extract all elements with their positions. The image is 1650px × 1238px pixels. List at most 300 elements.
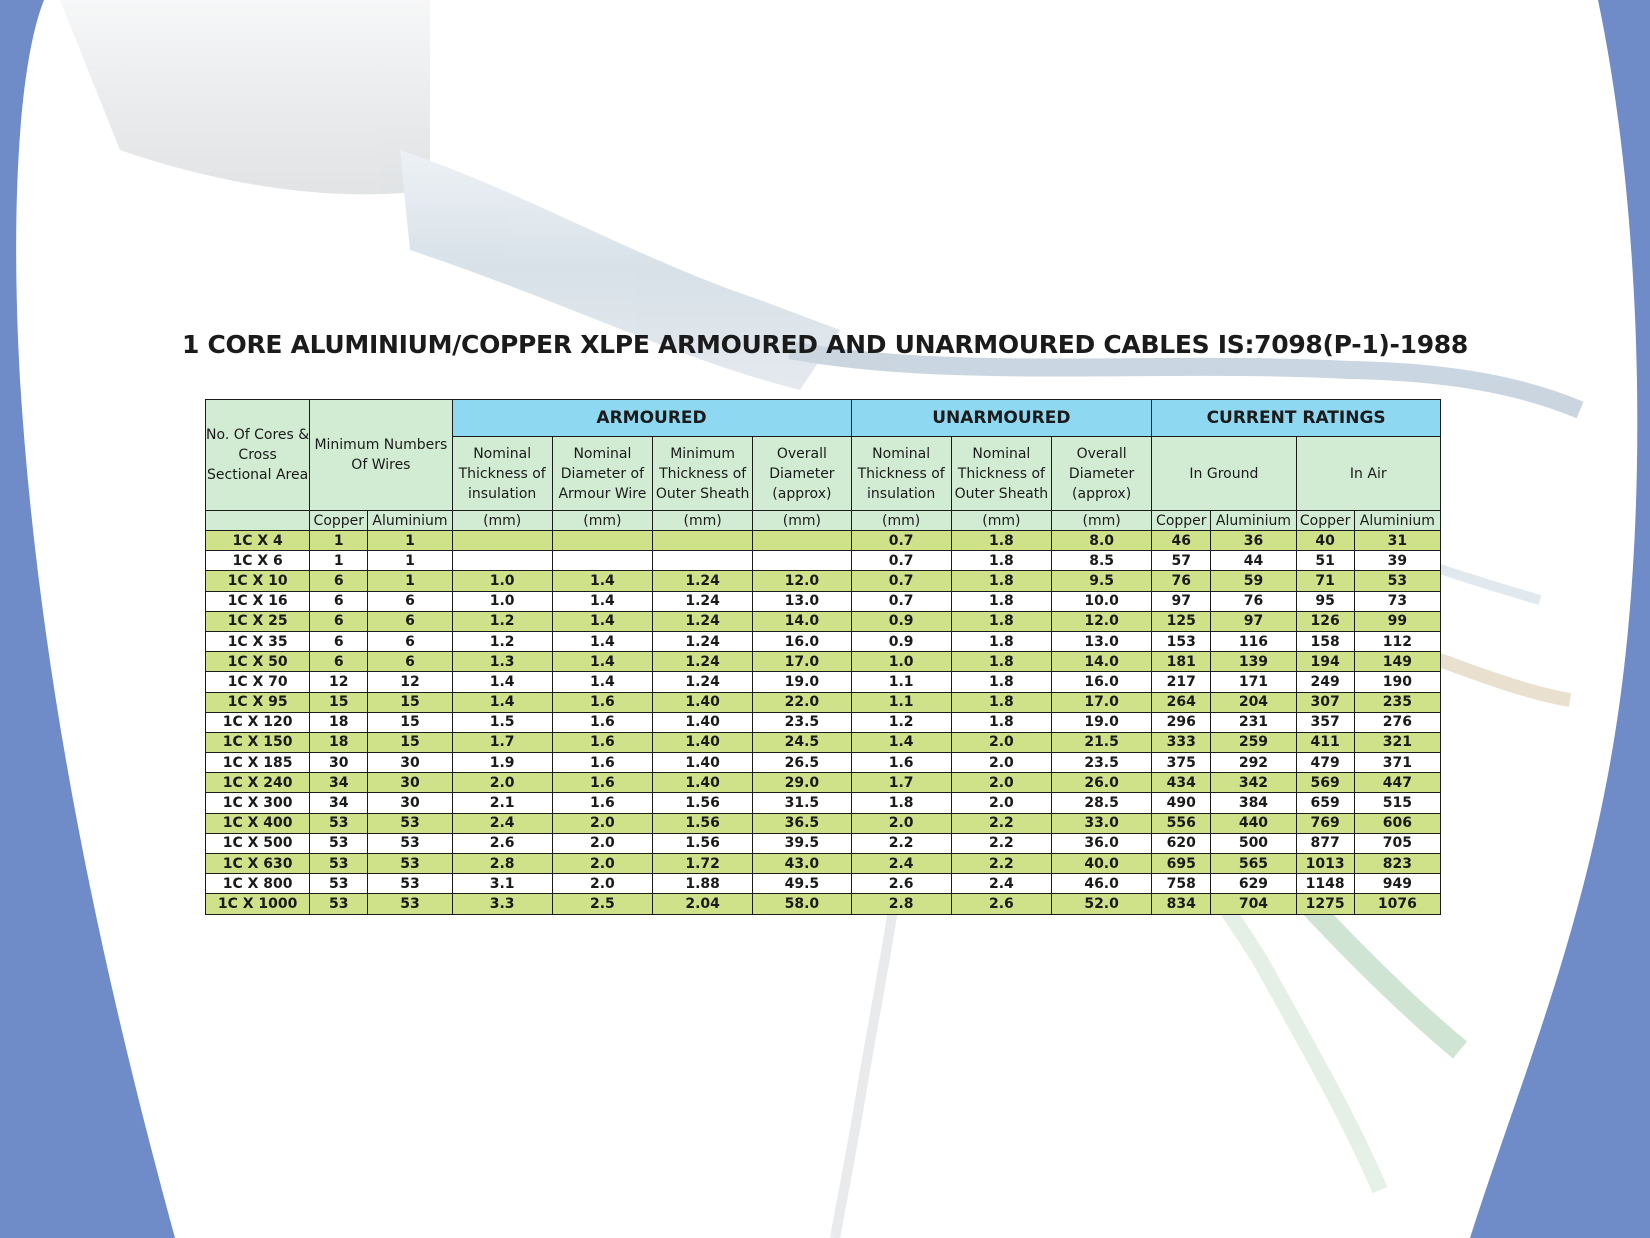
table-row: [206, 652, 1441, 672]
table-cell: 125: [1152, 611, 1211, 631]
table-cell: 1C X 150: [206, 732, 310, 752]
table-cell: 58.0: [753, 894, 851, 914]
table-cell: 834: [1152, 894, 1211, 914]
table-cell: 1.8: [951, 631, 1051, 651]
table-cell: 34: [310, 793, 368, 813]
table-cell: 1.6: [552, 793, 652, 813]
col-header-un-overall: Overall Diameter (approx): [1051, 437, 1151, 511]
table-cell: 97: [1211, 611, 1296, 631]
table-row: [206, 692, 1441, 712]
table-cell: 15: [368, 712, 452, 732]
table-cell: 569: [1296, 773, 1354, 793]
table-cell: 6: [310, 652, 368, 672]
table-cell: 33.0: [1051, 813, 1151, 833]
table-cell: 2.4: [452, 813, 552, 833]
table-cell: 0.7: [851, 551, 951, 571]
table-cell: 2.0: [452, 773, 552, 793]
table-cell: 321: [1354, 732, 1440, 752]
table-cell: 26.0: [1051, 773, 1151, 793]
group-header-unarmoured: UNARMOURED: [851, 400, 1152, 437]
table-cell: 14.0: [753, 611, 851, 631]
table-cell: 1.2: [452, 631, 552, 651]
table-cell: 1.40: [653, 692, 753, 712]
table-cell: 9.5: [1051, 571, 1151, 591]
table-cell: 30: [368, 793, 452, 813]
table-cell: 171: [1211, 672, 1296, 692]
table-cell: 1.6: [552, 712, 652, 732]
table-cell: 1.4: [552, 672, 652, 692]
table-cell: 1.24: [653, 611, 753, 631]
table-cell: 434: [1152, 773, 1211, 793]
unit-copper: Copper: [1296, 511, 1354, 531]
table-cell: 0.9: [851, 631, 951, 651]
table-cell: 249: [1296, 672, 1354, 692]
table-cell: 0.9: [851, 611, 951, 631]
table-cell: 1.6: [552, 753, 652, 773]
table-cell: [753, 551, 851, 571]
table-cell: 1.5: [452, 712, 552, 732]
unit-aluminium: Aluminium: [368, 511, 452, 531]
table-cell: 2.8: [851, 894, 951, 914]
table-cell: 1C X 630: [206, 854, 310, 874]
table-cell: 2.0: [951, 753, 1051, 773]
table-cell: 40.0: [1051, 854, 1151, 874]
table-cell: 1.24: [653, 631, 753, 651]
table-cell: 307: [1296, 692, 1354, 712]
table-cell: 15: [310, 692, 368, 712]
table-row: [206, 793, 1441, 813]
table-cell: 1.3: [452, 652, 552, 672]
table-cell: 19.0: [1051, 712, 1151, 732]
table-cell: 1.4: [452, 672, 552, 692]
table-cell: 194: [1296, 652, 1354, 672]
table-cell: 1275: [1296, 894, 1354, 914]
table-cell: 36.0: [1051, 833, 1151, 853]
table-cell: 1.6: [851, 753, 951, 773]
table-cell: 12: [310, 672, 368, 692]
table-cell: 13.0: [753, 591, 851, 611]
unit-mm: (mm): [552, 511, 652, 531]
table-cell: 22.0: [753, 692, 851, 712]
table-cell: 53: [1354, 571, 1440, 591]
table-cell: 190: [1354, 672, 1440, 692]
table-cell: 823: [1354, 854, 1440, 874]
table-cell: 12.0: [1051, 611, 1151, 631]
table-cell: 2.6: [951, 894, 1051, 914]
unit-mm: (mm): [951, 511, 1051, 531]
table-cell: 333: [1152, 732, 1211, 752]
table-row: [206, 773, 1441, 793]
table-cell: 259: [1211, 732, 1296, 752]
table-cell: 73: [1354, 591, 1440, 611]
table-cell: 1.56: [653, 813, 753, 833]
unit-mm: (mm): [1051, 511, 1151, 531]
table-cell: 57: [1152, 551, 1211, 571]
table-row: [206, 531, 1441, 551]
table-cell: 1C X 1000: [206, 894, 310, 914]
table-cell: 1: [368, 551, 452, 571]
table-row: [206, 874, 1441, 894]
table-cell: [552, 551, 652, 571]
table-row: [206, 813, 1441, 833]
table-cell: 1C X 16: [206, 591, 310, 611]
table-row: [206, 753, 1441, 773]
table-cell: 2.2: [951, 833, 1051, 853]
table-cell: 1C X 25: [206, 611, 310, 631]
table-cell: [653, 551, 753, 571]
table-cell: 3.1: [452, 874, 552, 894]
table-cell: 29.0: [753, 773, 851, 793]
table-cell: 1: [310, 551, 368, 571]
table-cell: 1013: [1296, 854, 1354, 874]
table-row: [206, 712, 1441, 732]
table-cell: 1C X 400: [206, 813, 310, 833]
table-cell: 16.0: [1051, 672, 1151, 692]
table-cell: 384: [1211, 793, 1296, 813]
table-cell: 6: [310, 571, 368, 591]
table-cell: 1.4: [552, 652, 652, 672]
col-header-un-insulation: Nominal Thickness of insulation: [851, 437, 951, 511]
table-cell: 18: [310, 732, 368, 752]
table-cell: 1C X 70: [206, 672, 310, 692]
table-cell: 2.4: [851, 854, 951, 874]
table-cell: 2.2: [951, 854, 1051, 874]
table-cell: 1.0: [452, 571, 552, 591]
col-header-in-ground: In Ground: [1152, 437, 1296, 511]
unit-mm: (mm): [753, 511, 851, 531]
table-cell: 1C X 120: [206, 712, 310, 732]
table-cell: 95: [1296, 591, 1354, 611]
table-cell: 375: [1152, 753, 1211, 773]
table-cell: 217: [1152, 672, 1211, 692]
table-cell: 158: [1296, 631, 1354, 651]
table-row: [206, 631, 1441, 651]
table-cell: 1.40: [653, 773, 753, 793]
table-cell: 76: [1152, 571, 1211, 591]
table-cell: 76: [1211, 591, 1296, 611]
table-cell: 1.40: [653, 732, 753, 752]
right-blue-band: [1470, 0, 1650, 1238]
table-cell: 342: [1211, 773, 1296, 793]
table-cell: 1.6: [552, 773, 652, 793]
col-header-arm-insulation: Nominal Thickness of insulation: [452, 437, 552, 511]
table-cell: 371: [1354, 753, 1440, 773]
table-cell: 1C X 240: [206, 773, 310, 793]
table-cell: 46: [1152, 531, 1211, 551]
table-cell: 1C X 35: [206, 631, 310, 651]
table-cell: 1.24: [653, 591, 753, 611]
table-cell: 116: [1211, 631, 1296, 651]
table-cell: 181: [1152, 652, 1211, 672]
table-cell: 44: [1211, 551, 1296, 571]
table-cell: 1.9: [452, 753, 552, 773]
table-cell: 53: [368, 833, 452, 853]
table-cell: 2.4: [951, 874, 1051, 894]
table-cell: 1.1: [851, 672, 951, 692]
table-cell: 53: [368, 813, 452, 833]
table-cell: 2.0: [552, 813, 652, 833]
unit-mm: (mm): [452, 511, 552, 531]
col-header-un-outer-sheath: Nominal Thickness of Outer Sheath: [951, 437, 1051, 511]
table-cell: 40: [1296, 531, 1354, 551]
table-cell: 1C X 6: [206, 551, 310, 571]
table-cell: 6: [310, 631, 368, 651]
table-cell: 23.5: [753, 712, 851, 732]
table-cell: 1.8: [951, 551, 1051, 571]
table-cell: 1C X 300: [206, 793, 310, 813]
table-cell: 112: [1354, 631, 1440, 651]
table-cell: 1.40: [653, 753, 753, 773]
table-cell: 1.4: [851, 732, 951, 752]
table-cell: 1.8: [951, 712, 1051, 732]
table-cell: 1.8: [951, 672, 1051, 692]
unit-aluminium: Aluminium: [1354, 511, 1440, 531]
table-cell: 1.4: [552, 571, 652, 591]
table-cell: 2.6: [452, 833, 552, 853]
table-cell: 0.7: [851, 531, 951, 551]
table-cell: 0.7: [851, 571, 951, 591]
table-cell: 1: [310, 531, 368, 551]
table-cell: 2.5: [552, 894, 652, 914]
table-cell: 17.0: [753, 652, 851, 672]
table-cell: 1: [368, 531, 452, 551]
col-header-min-wires: Minimum Numbers Of Wires: [310, 400, 452, 511]
page-title: 1 CORE ALUMINIUM/COPPER XLPE ARMOURED AND UNARMOURED CABLES IS:7098(P-1)-1988: [181, 330, 1468, 359]
table-cell: 2.0: [951, 773, 1051, 793]
table-cell: 6: [368, 631, 452, 651]
table-cell: 71: [1296, 571, 1354, 591]
table-cell: 1C X 50: [206, 652, 310, 672]
table-cell: 1.24: [653, 672, 753, 692]
table-cell: 1.8: [951, 652, 1051, 672]
table-cell: 126: [1296, 611, 1354, 631]
table-cell: 1.2: [452, 611, 552, 631]
table-cell: 10.0: [1051, 591, 1151, 611]
table-row: [206, 551, 1441, 571]
table-cell: 39.5: [753, 833, 851, 853]
table-cell: 1.7: [851, 773, 951, 793]
table-cell: 53: [368, 874, 452, 894]
table-row: [206, 591, 1441, 611]
table-cell: 8.0: [1051, 531, 1151, 551]
table-cell: 53: [310, 854, 368, 874]
table-cell: 1.8: [951, 571, 1051, 591]
table-cell: 2.0: [552, 854, 652, 874]
table-cell: 99: [1354, 611, 1440, 631]
table-cell: 1.56: [653, 833, 753, 853]
table-cell: 1.7: [452, 732, 552, 752]
col-header-arm-overall: Overall Diameter (approx): [753, 437, 851, 511]
table-cell: 28.5: [1051, 793, 1151, 813]
table-cell: 53: [310, 813, 368, 833]
col-header-cores: No. Of Cores & Cross Sectional Area: [206, 400, 310, 511]
table-cell: 231: [1211, 712, 1296, 732]
table-cell: 1.2: [851, 712, 951, 732]
col-header-arm-outer-sheath: Minimum Thickness of Outer Sheath: [653, 437, 753, 511]
table-cell: 1.8: [851, 793, 951, 813]
table-cell: 758: [1152, 874, 1211, 894]
table-cell: 1: [368, 571, 452, 591]
table-cell: 1C X 185: [206, 753, 310, 773]
table-cell: 21.5: [1051, 732, 1151, 752]
table-cell: 53: [310, 894, 368, 914]
table-cell: 53: [310, 833, 368, 853]
table-cell: 2.0: [951, 732, 1051, 752]
table-cell: [452, 551, 552, 571]
table-cell: 1.8: [951, 591, 1051, 611]
table-cell: 16.0: [753, 631, 851, 651]
table-cell: 6: [368, 652, 452, 672]
table-cell: 204: [1211, 692, 1296, 712]
table-cell: 30: [310, 753, 368, 773]
table-cell: 59: [1211, 571, 1296, 591]
table-cell: 440: [1211, 813, 1296, 833]
unit-mm: (mm): [653, 511, 753, 531]
table-cell: [552, 531, 652, 551]
table-cell: 1C X 95: [206, 692, 310, 712]
table-cell: 556: [1152, 813, 1211, 833]
table-cell: 264: [1152, 692, 1211, 712]
table-cell: 51: [1296, 551, 1354, 571]
table-cell: 705: [1354, 833, 1440, 853]
table-cell: 276: [1354, 712, 1440, 732]
table-cell: 2.8: [452, 854, 552, 874]
table-cell: 292: [1211, 753, 1296, 773]
table-cell: 1.56: [653, 793, 753, 813]
table-cell: 6: [368, 591, 452, 611]
table-cell: 447: [1354, 773, 1440, 793]
table-cell: 565: [1211, 854, 1296, 874]
table-cell: 19.0: [753, 672, 851, 692]
table-cell: 12: [368, 672, 452, 692]
table-cell: 2.2: [851, 833, 951, 853]
table-cell: 1.4: [552, 631, 652, 651]
table-cell: 53: [368, 854, 452, 874]
table-cell: [653, 531, 753, 551]
table-cell: 31.5: [753, 793, 851, 813]
table-cell: 606: [1354, 813, 1440, 833]
table-cell: 46.0: [1051, 874, 1151, 894]
col-header-arm-armour-wire: Nominal Diameter of Armour Wire: [552, 437, 652, 511]
table-cell: 52.0: [1051, 894, 1151, 914]
table-cell: 26.5: [753, 753, 851, 773]
table-cell: 1.8: [951, 692, 1051, 712]
table-cell: 1.6: [552, 732, 652, 752]
col-header-in-air: In Air: [1296, 437, 1440, 511]
unit-cell-empty: [206, 511, 310, 531]
table-cell: 2.6: [851, 874, 951, 894]
table-cell: 490: [1152, 793, 1211, 813]
unit-copper: Copper: [1152, 511, 1211, 531]
cable-spec-table: [205, 399, 1441, 915]
table-cell: 24.5: [753, 732, 851, 752]
table-cell: 39: [1354, 551, 1440, 571]
table-cell: 1C X 800: [206, 874, 310, 894]
table-cell: 1.0: [851, 652, 951, 672]
table-cell: 296: [1152, 712, 1211, 732]
group-header-armoured: ARMOURED: [452, 400, 851, 437]
table-row: [206, 732, 1441, 752]
left-blue-band: [0, 0, 175, 1238]
table-cell: 877: [1296, 833, 1354, 853]
table-cell: 17.0: [1051, 692, 1151, 712]
table-cell: 1076: [1354, 894, 1440, 914]
table-cell: 1.88: [653, 874, 753, 894]
unit-copper: Copper: [310, 511, 368, 531]
table-cell: 49.5: [753, 874, 851, 894]
table-cell: 36: [1211, 531, 1296, 551]
table-cell: 1.4: [552, 591, 652, 611]
table-cell: 31: [1354, 531, 1440, 551]
table-cell: 620: [1152, 833, 1211, 853]
table-cell: 3.3: [452, 894, 552, 914]
table-cell: 1.1: [851, 692, 951, 712]
group-header-current-ratings: CURRENT RATINGS: [1152, 400, 1441, 437]
table-cell: 949: [1354, 874, 1440, 894]
table-cell: 139: [1211, 652, 1296, 672]
table-cell: 15: [368, 692, 452, 712]
table-cell: 8.5: [1051, 551, 1151, 571]
table-cell: 43.0: [753, 854, 851, 874]
table-cell: 1.40: [653, 712, 753, 732]
table-cell: 53: [368, 894, 452, 914]
table-cell: 149: [1354, 652, 1440, 672]
table-cell: 1.0: [452, 591, 552, 611]
table-cell: 6: [310, 611, 368, 631]
table-cell: 34: [310, 773, 368, 793]
table-cell: 30: [368, 753, 452, 773]
table-cell: 2.0: [951, 793, 1051, 813]
table-cell: 15: [368, 732, 452, 752]
table-cell: 2.2: [951, 813, 1051, 833]
table-cell: 695: [1152, 854, 1211, 874]
table-cell: 357: [1296, 712, 1354, 732]
table-cell: 0.7: [851, 591, 951, 611]
unit-aluminium: Aluminium: [1211, 511, 1296, 531]
table-cell: 1C X 10: [206, 571, 310, 591]
table-cell: 769: [1296, 813, 1354, 833]
table-cell: 6: [368, 611, 452, 631]
table-cell: 53: [310, 874, 368, 894]
table-cell: 97: [1152, 591, 1211, 611]
table-cell: 479: [1296, 753, 1354, 773]
table-cell: 2.0: [552, 874, 652, 894]
table-cell: 2.0: [851, 813, 951, 833]
table-row: [206, 611, 1441, 631]
table-row: [206, 833, 1441, 853]
unit-mm: (mm): [851, 511, 951, 531]
table-cell: 1C X 500: [206, 833, 310, 853]
table-cell: 1.72: [653, 854, 753, 874]
table-cell: 659: [1296, 793, 1354, 813]
table-cell: [753, 531, 851, 551]
table-cell: 13.0: [1051, 631, 1151, 651]
table-cell: 1.8: [951, 611, 1051, 631]
table-cell: 2.04: [653, 894, 753, 914]
table-body: [206, 531, 1441, 915]
table-cell: 1.4: [552, 611, 652, 631]
table-cell: 704: [1211, 894, 1296, 914]
table-cell: 30: [368, 773, 452, 793]
table-cell: [452, 531, 552, 551]
table-cell: 36.5: [753, 813, 851, 833]
table-row: [206, 894, 1441, 914]
table-cell: 500: [1211, 833, 1296, 853]
table-row: [206, 571, 1441, 591]
table-cell: 1.8: [951, 531, 1051, 551]
table-cell: 235: [1354, 692, 1440, 712]
table-cell: 14.0: [1051, 652, 1151, 672]
